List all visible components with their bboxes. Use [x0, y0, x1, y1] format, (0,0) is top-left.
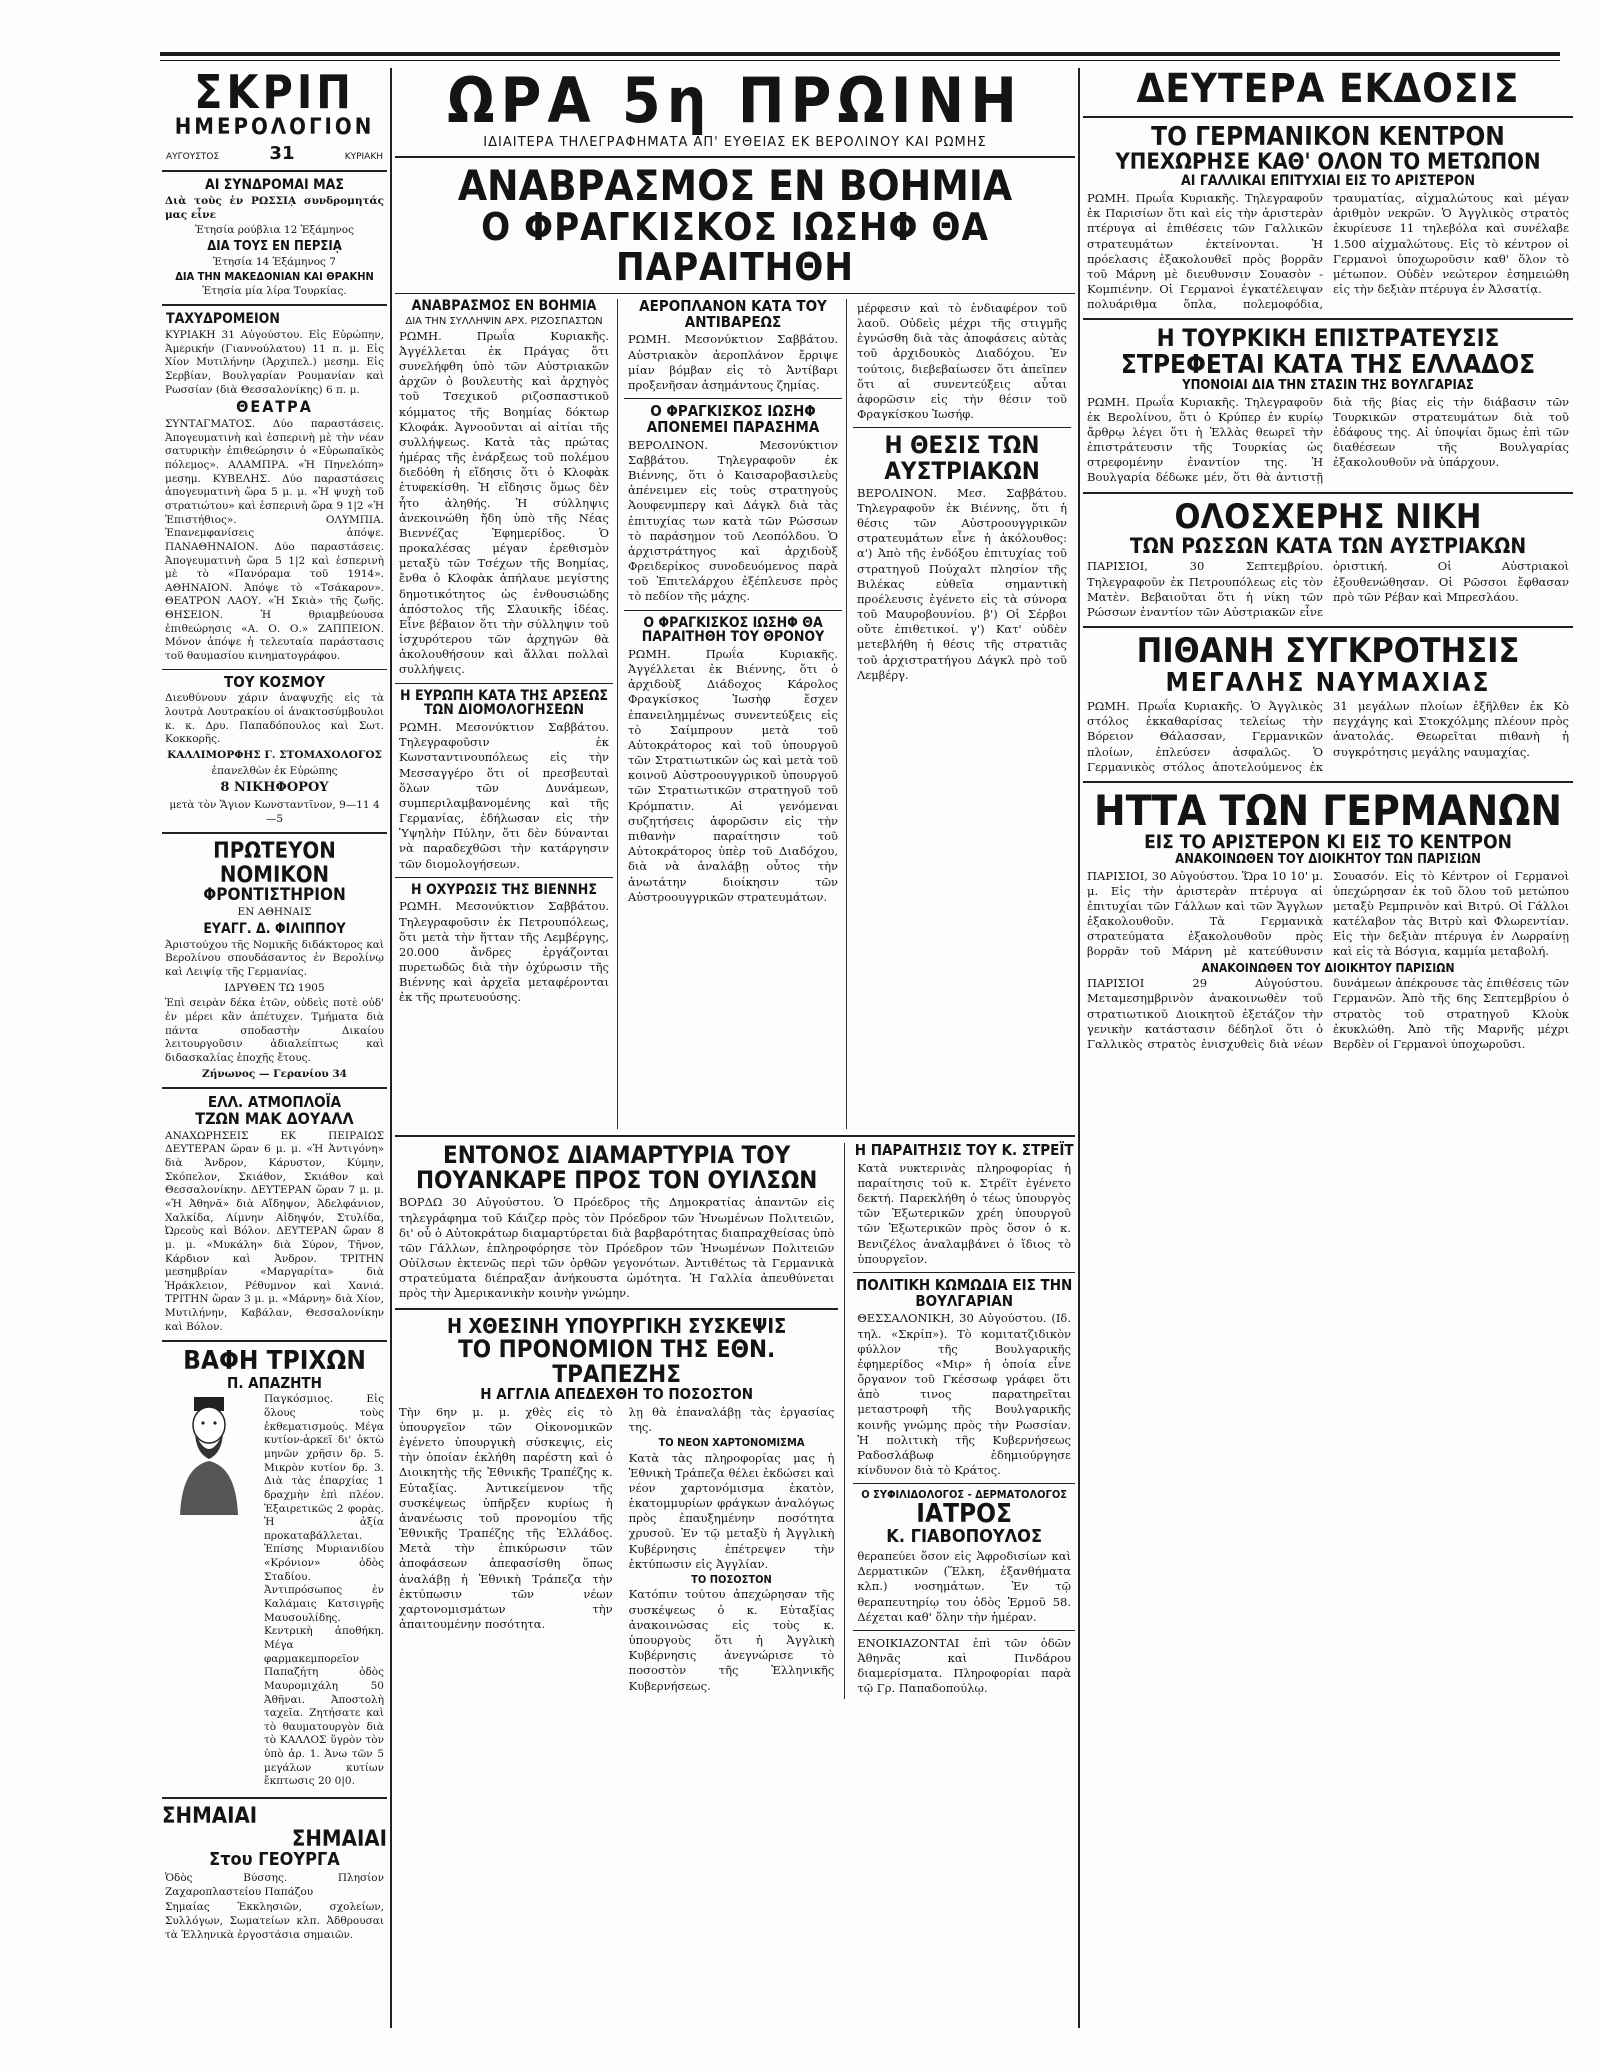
law-title-2: ΝΟΜΙΚΟΝ: [219, 862, 330, 888]
article-title: Η ΠΑΡΑΙΤΗΣΙΣ ΤΟΥ Κ. ΣΤΡΕΪΤ: [854, 1140, 1074, 1159]
divider: [395, 156, 1075, 158]
article-title: ΤΩΝ ΡΩΣΣΩΝ ΚΑΤΑ ΤΩΝ ΑΥΣΤΡΙΑΚΩΝ: [1129, 534, 1527, 559]
upper-articles: [395, 299, 1075, 1129]
classified-text: ΕΝΟΙΚΙΑΖΟΝΤΑΙ ἐπὶ τῶν ὁδῶν Ἀθηνᾶς καὶ Πινδάρου διαμερίσματα. Πληροφορίαι παρὰ τῷ Γρ. Παπαδοπούλῳ.: [857, 1635, 1071, 1696]
flags-address: Ὁδὸς Βύσσης. Πλησίον Ζαχαροπλαστείου Παπάζου: [165, 1872, 384, 1898]
article-text: ΠΑΡΙΣΙΟΙ, 30 Αὐγούστου. Ὥρα 10 10' μ. μ. Εἰς τὴν ἀριστερὰν πτέρυγα αἱ ἐπιτυχίαι τῶν Γάλλων καὶ τῶν Ἄγγλων ἐξακολουθοῦν. Τὰ Γερμανικὰ στρατεύματα ἐξακολουθοῦν πρὸς βορρᾶν τοῦ Μάρνη μὲ κατεύθυνσιν Σουασόν. Εἰς τὸ Κέντρον οἱ Γερμανοὶ ὑπεχώρησαν ἐκ τοῦ ὅλου τοῦ μετώπου μεταξὺ Ρεμπρινὸν καὶ Βιτρύ. Οἱ Γάλλοι κατέλαβον τὰς Βιτρὺ καὶ Φλωρεντίαν. Εἰς τὴν δεξιὰν πτέρυγα ἐν Λωρραίνῃ καὶ εἰς τὰ Βόσγια, καμμία μεταβολή.: [1087, 868, 1569, 959]
article-column: [853, 299, 1075, 1129]
article-title: Η ΤΟΥΡΚΙΚΗ ΕΠΙΣΤΡΑΤΕΥΣΙΣ: [1156, 324, 1500, 353]
article-column: [625, 1403, 839, 1696]
divider: [395, 293, 1075, 294]
divider: [1083, 626, 1573, 628]
law-title-3: ΦΡΟΝΤΙΣΤΗΡΙΟΝ: [203, 884, 346, 905]
theatre-title: ΘΕΑΤΡΑ: [236, 397, 313, 417]
second-edition-headline: ΔΕΥΤΕΡΑ ΕΚΔΟΣΙΣ: [1136, 68, 1520, 112]
article-text: ΒΕΡΟΛΙΝΟΝ. Μεσονύκτιον Σαββάτου. Τηλεγραφοῦν ἐκ Βιέννης, ὅτι ὁ Καισαροβασιλεὺς ἀπένειμεν εἰς τοὺς στρατηγοὺς Ἀουφενμπεργ καὶ Δάγκλ διὰ τὰς ἐπιτυχίας των κατὰ τῶν Ρώσσων τὸ παράσημον τοῦ Λεοπόλδου. Ὁ ἀρχιστράτηγος καὶ ἀρχιδοὺξ Φρειδερίκος συνοδευόμενος παρὰ τοῦ Ἐπιτελάρχου ἐξέπλευσε πρὸς τὸ πεδίον τῆς μάχης.: [628, 437, 838, 604]
article-text: ΡΩΜΗ. Μεσονύκτιον Σαββάτου. Τηλεγραφοῦσιν ἐκ Πετρουπόλεως, ὅτι μετὰ τὴν ἥτταν τῆς Λεμβέργης, 20.000 ἄνδρες ἐργάζονται πυρετωδῶς διὰ τὴν ὀχύρωσιν τῆς Βιέννης καὶ ἀρχεῖα μεταφέρονται ἐκ τῆς πρωτευούσης.: [399, 899, 609, 1005]
article-title: ΕΝΤΟΝΟΣ ΔΙΑΜΑΡΤΥΡΙΑ ΤΟΥ ΠΟΥΑΝΚΑΡΕ ΠΡΟΣ ΤΟΝ ΟΥΙΛΣΩΝ: [415, 1140, 818, 1195]
article-subtitle: ΔΙΑ ΤΗΝ ΣΥΛΛΗΨΙΝ ΑΡΧ. ΡΙΖΟΣΠΑΣΤΩΝ: [405, 315, 603, 327]
article-title: ΤΟ ΠΡΟΝΟΜΙΟΝ ΤΗΣ ΕΘΝ. ΤΡΑΠΕΖΗΣ: [458, 1334, 776, 1388]
article-text: Κατὰ νυκτερινὰς πληροφορίας ἡ παραίτησις τοῦ κ. Στρέϊτ ἐγένετο δεκτή. Παρεκλήθη ὁ τέως ὑπουργὸς τῶν Ἐξωτερικῶν χρέη ὑπουργοῦ τῶν Ἐξωτερικῶν πρὸς ὅσον ὁ κ. Βενιζέλος ἀναλαμβάνει ὁ ἴδιος τὸ ὑπουργεῖον.: [857, 1160, 1071, 1266]
dye-title: ΒΑΦΗ ΤΡΙΧΩΝ: [183, 1346, 366, 1377]
article-text: ΡΩΜΗ. Πρωΐα Κυριακῆς. Τηλεγραφοῦν ἐκ Βερολίνου, ὅτι ὁ Κρύπερ ἐν κυρίῳ ἄρθρῳ λέγει ὅτι ἡ Ἑλλὰς θεωρεῖ τὴν ἐπιστράτευσιν τῆς Τουρκίας ὡς στρεφομένην ἐναντίον της. Ἡ Βουλγαρία δέδωκε μέν, ὅτι θὰ ἀντιστῇ διὰ τῆς βίας εἰς τὴν διάβασιν τῶν Τουρκικῶν στρατευμάτων διὰ τοῦ ἐδάφους της. Αἱ ὑποψίαι ὅμως ἐπὶ τῶν διαθέσεων τῆς Βουλγαρίας ἐξακολουθοῦν νὰ ὑπάρχουν.: [1087, 394, 1569, 485]
dye-ad: [162, 1391, 387, 1791]
ad-title-2: ΙΑΤΡΟΣ: [916, 1498, 1013, 1529]
franz-headline: Ο ΦΡΑΓΚΙΣΚΟΣ ΙΩΣΗΦ ΘΑ ΠΑΡΑΙΤΗΘΗ: [481, 205, 989, 290]
divider: [162, 1340, 387, 1342]
article-text: ΡΩΜΗ. Πρωΐα Κυριακῆς. Ἀγγέλλεται ἐκ Βιέννης, ὅτι ὁ ἀρχιδοὺξ Διάδοχος Κάρολος Φραγκίσκος Ἰωσὴφ ἔσχεν ἐπανειλημμένως συνεντεύξεις εἰς τὸ Σαίμπρουν μετὰ τοῦ Αὐτοκράτορος καὶ τοῦ ὑπουργοῦ τῶν Στρατιωτικῶν ὡς καὶ μετὰ τοῦ κοινοῦ Αὐστροουγγρικοῦ ὑπουργοῦ τῶν Στρατιωτικῶν στρατηγοῦ τοῦ Κρόμπατιν. Αἱ γενόμεναι συζητήσεις ἀφορῶσιν εἰς τὴν πιθανὴν παραίτησιν τοῦ Αὐτοκράτορος ὑπὲρ τοῦ Διαδόχου, διὰ νὰ ἀναλάβῃ οὗτος τὴν ἀνωτάτην διοίκησιν τῶν Αὐστροουγγρικῶν στρατευμάτων.: [628, 646, 838, 904]
article-text: ΡΩΜΗ. Πρωΐα Κυριακῆς. Ἀγγέλλεται ἐκ Πράγας ὅτι συνελήφθη ὑπὸ τῶν Αὐστριακῶν ἀρχῶν ὁ βουλευτὴς καὶ ἀρχηγὸς τοῦ Τσεχικοῦ ριζοσπαστικοῦ κόμματος τῆς Βοημίας δόκτωρ Κλοφάκ. Ἀγνοοῦνται αἱ αἰτίαι τῆς συλλήψεως. Κατὰ τὰς πρώτας ἡμέρας τῆς ἐνάρξεως τοῦ πολέμου διεδόθη ἡ εἴδησις ὅτι ὁ Κλοφὰκ ἐτυφεκίσθη. Ἡ εἴδησις ὅμως δὲν ἦτο ἀληθής. Ἡ σύλληψις ἀνεκοινώθη ἤδη ὑπὸ τῆς Νέας Βιεννέζας Ἐφημερίδος. Ὁ προκαλέσας μέγαν ἐρεθισμὸν μεταξὺ τῶν Τσέχων τῆς Βοημίας, ἔνθα ὁ Κλοφὰκ ἀπήλαυε μεγίστης δημοτικότητος ὡς ἐνθουσιώδης ἀπόστολος τῆς Σλαυικῆς ἰδέας. Εἶνε βέβαιον ὅτι τὴν σύλληψιν τοῦ ἰσχυρότερου τῶν ἀρχηγῶν θὰ ἀκολουθήσουν καὶ ἄλλαι πολλαὶ συλλήψεις.: [399, 328, 609, 677]
law-title: ΠΡΩΤΕΥΟΝ: [213, 839, 336, 865]
divider: [162, 1087, 387, 1089]
subs-macedonia: ΔΙΑ ΤΗΝ ΜΑΚΕΔΟΝΙΑΝ ΚΑΙ ΘΡΑΚΗΝ: [175, 270, 374, 284]
article-column: [624, 299, 847, 1129]
divider: [162, 669, 387, 670]
article-title: ΠΙΘΑΝΗ ΣΥΓΚΡΟΤΗΣΙΣ: [1136, 631, 1520, 672]
subs-russia-price: Ἐτησία ρούβλια 12 Ἑξάμηνος: [194, 224, 355, 237]
top-rule: [160, 52, 1560, 56]
flags-title-2: ΣΗΜΑΙΑΙ: [291, 1827, 387, 1853]
subs-persia-price: Ἐτησία 14 Ἑξάμηνος 7: [213, 255, 336, 268]
left-column: [162, 68, 387, 2028]
world-ad-name: ΚΑΛΛΙΜΟΡΦΗΣ Γ. ΣΤΟΜΑΧΟΛΟΓΟΣ: [167, 749, 382, 761]
divider: [395, 683, 613, 684]
divider: [853, 1483, 1075, 1484]
article-subtitle: ΤΟ ΠΟΣΟΣΤΟΝ: [691, 1572, 772, 1586]
subs-persia: ΔΙΑ ΤΟΥΣ ΕΝ ΠΕΡΣΙᾼ: [207, 239, 342, 254]
article-text: ΒΕΡΟΛΙΝΟΝ. Μεσ. Σαββάτου. Τηλεγραφοῦν ἐκ Βιέννης, ὅτι ἡ θέσις τῶν Αὐστροουγγρικῶν στρατευμάτων εἶνε ἡ ἀκόλουθος: α') Ἀπὸ τῆς ἐνδόξου ἐπιτυχίας τοῦ στρατηγοῦ Πούχαλτ πλησίον τῆς Βιλέκας εὐθεῖα σημαντικὴ προέλευσις ἐγένετο εἰς τὰ σύνορα τοῦ Μαυροβουνίου. β') Οἱ Σέρβοι οὔτε ἐπιθετικοί. γ') Κατ' οὐδὲν μετεβλήθη ἡ θέσις τῆς στρατιᾶς τοῦ ἀρχιστρατήγου Δάγκλ πρὸ τοῦ Λεμβέργ.: [857, 485, 1067, 682]
world-ad-hours: μετὰ τὸν Ἅγιον Κωνσταντῖνον, 9—11 4—5: [169, 799, 380, 825]
divider: [1083, 116, 1573, 118]
ships-text: ΑΝΑΧΩΡΗΣΕΙΣ ΕΚ ΠΕΙΡΑΙΩΣ ΔΕΥΤΕΡΑΝ ὥραν 6 μ. μ. «Ἡ Ἀντιγόνη» διὰ Ἀνδρον, Κάρυστον, Κύμην, Σκόπελον, Σκιάθον, Σκιάθον καὶ Θεσσαλονίκην. ΔΕΥΤΕΡΑΝ ὥραν 7 μ. μ. «Ἡ Ἀθηνᾶ» διὰ Αἴδηψον, Ἀδελφάνιον, Χαλκίδα, Λίμνην Αἰδηψόν, Στυλίδα, Ὠρεοὺς καὶ Βόλον. ΔΕΥΤΕΡΑΝ ὥραν 8 μ. μ. «Μυκάλη» διὰ Σύρον, Τῆνον, Κάρδιον καὶ Ἀνδρον. ΤΡΙΤΗΝ μεσημβρίαν «Μαργαρίτα» διὰ Ἡράκλειον, Ρέθυμνον καὶ Χανιά. ΤΡΙΤΗΝ ὥραν 3 μ. μ. «Μάρνη» διὰ Χίον, Μυτιλήνην, Καβάλαν, Θεσσαλονίκην καὶ Βόλον.: [165, 1129, 384, 1333]
dye-name: Π. ΑΠΑΖΗΤΗ: [227, 1373, 322, 1392]
divider: [853, 1272, 1075, 1273]
article-text: ΘΕΣΣΑΛΟΝΙΚΗ, 30 Αὐγούστου. (Ιδ. τηλ. «Σκρίπ»). Τὸ κομιτατζιδικὸν φύλλον τῆς Βουλγαρικῆς ἐφημερίδος «Μιρ» ἡ ὁποία εἶνε ὄργανον τοῦ Γκέσσωφ γράφει ὅτι ἀπὸ τινος παρατηρεῖται μεταστροφὴ τῆς Βουλγαρικῆς κοινῆς γνώμης πρὸς τὴν Ρωσσίαν. Ἡ πολιτικὴ τῆς Κυβερνήσεως Ραδοσλάβωφ ἐδημιούργησε κίνδυνον διὰ τὸ Κράτος.: [857, 1311, 1071, 1478]
bohemia-headline: ΑΝΑΒΡΑΣΜΟΣ ΕΝ ΒΟΗΜΙΑ: [457, 161, 1013, 211]
flags-title: ΣΗΜΑΙΑΙ: [162, 1804, 258, 1829]
flags-text: Σημαίας Ἐκκλησιῶν, σχολείων, Συλλόγων, Σωματείων κλπ. Ἀδθρουσαι τὰ Ἐλληνικὰ ἐργοστάσια σημαιῶν.: [165, 1901, 384, 1941]
top-rule-thin: [160, 60, 1560, 61]
article-subtitle: ΑΝΑΚΟΙΝΩΘΕΝ ΤΟΥ ΔΙΟΙΚΗΤΟΥ ΤΩΝ ΠΑΡΙΣΙΩΝ: [1175, 851, 1481, 867]
article-body: [395, 1403, 838, 1696]
divider: [853, 427, 1071, 428]
law-address: Ζήνωνος — Γερανίου 34: [202, 1067, 347, 1080]
main-subline: ΙΔΙΑΙΤΕΡΑ ΤΗΛΕΓΡΑΦΗΜΑΤΑ ΑΠ' ΕΥΘΕΙΑΣ ΕΚ ΒΕΡΟΛΙΝΟΥ ΚΑΙ ΡΩΜΗΣ: [483, 135, 987, 151]
article-title: ΤΟ ΓΕΡΜΑΝΙΚΟΝ ΚΕΝΤΡΟΝ: [1151, 122, 1505, 152]
article-text: Κατόπιν τούτου ἀπεχώρησαν τῆς συσκέψεως ὁ κ. Εὐταξίας ἀνακοινώσας εἰς τοὺς κ. ὑπουργοὺς ὅτι ἡ Ἀγγλικὴ Κυβέρνησις ἀνεγνώρισε τὸ ποσοστὸν τῆς Ἑλληνικῆς Κυβερνήσεως.: [628, 1587, 835, 1693]
ships-title-2: ΤΖΩΝ ΜΑΚ ΔΟΥΑΛΛ: [195, 1108, 354, 1128]
article-title: ΜΕΓΑΛΗΣ ΝΑΥΜΑΧΙΑΣ: [1165, 667, 1491, 698]
world-text: Διευθύνουν χάριν ἀναψυχῆς εἰς τὰ λουτρὰ Λουτρακίου οἱ ἀνακτοσύμβουλοι κ. κ. Δρυ. Παπαδόπουλος καὶ Σωτ. Κοκκορῆς.: [165, 692, 384, 746]
article-subtitle: ΑΝΑΚΟΙΝΩΘΕΝ ΤΟΥ ΔΙΟΙΚΗΤΟΥ ΠΑΡΙΣΙΩΝ: [1201, 960, 1455, 975]
theatre-text: ΣΥΝΤΑΓΜΑΤΟΣ. Δύο παραστάσεις. Ἀπογευματινὴ καὶ ἑσπερινὴ μὲ τὴν νέαν σατυρικὴν ἐπιθεώρησιν ὁ «Εὐρωπαϊκὸς πόλεμος». ΑΛΑΜΠΡΑ. «Ἡ Πηνελόπη» μεσημ. ΚΥΒΕΛΗΣ. Δύο παραστάσεις ἀπογευματινὴ ὥρα 5 μ. μ. «Ἡ ψυχὴ τοῦ στρατιώτου» καὶ ἑσπερινὴ ὥρα 9 1|2 «Ἡ Ἐπιστήθιος». ΟΛΥΜΠΙΑ. Ἐπανεμφανίσεις ἀπόψε. ΠΑΝΑΘΗΝΑΙΟΝ. Δύο παραστάσεις. Ἀπογευματινὴ ὥρα 5 1|2 καὶ ἑσπερινὴ μὲ τὸ «Πανόραμα τοῦ 1914». ΑΘΗΝΑΙΟΝ. Ἀπόψε τὸ «Τσάκαρον». ΘΕΑΤΡΟΝ ΛΑΟΥ. «Ἡ Σκιὰ» τῆς ζωῆς. ΘΗΣΕΙΟΝ. Ἡ θριαμβεύουσα ἐπιθεώρησις «Α. Ο. Ο.» ΖΑΠΠΕΙΟΝ. Μόνον ἀπόψε ἡ τελευταία παράστασις τοῦ θαυμασίου κινηματογράφου.: [165, 418, 384, 663]
ad-name: Κ. ΓΙΑΒΟΠΟΥΛΟΣ: [886, 1526, 1043, 1548]
article-subtitle: ΑΙ ΓΑΛΛΙΚΑΙ ΕΠΙΤΥΧΙΑΙ ΕΙΣ ΤΟ ΑΡΙΣΤΕΡΟΝ: [1181, 173, 1475, 190]
law-place: ΕΝ ΑΘΗΝΑΙΣ: [237, 906, 312, 919]
law-name: ΕΥΑΓΓ. Δ. ΦΙΛΙΠΠΟΥ: [203, 921, 346, 938]
date-weekday: ΚΥΡΙΑΚΗ: [344, 152, 383, 163]
article-title: Η ΘΕΣΙΣ ΤΩΝ ΑΥΣΤΡΙΑΚΩΝ: [884, 431, 1040, 485]
divider: [395, 877, 613, 878]
center-column: [395, 68, 1075, 2028]
portrait-illustration: [162, 1395, 257, 1515]
article-title: Ο ΦΡΑΓΚΙΣΚΟΣ ΙΩΣΗΦ ΘΑ ΠΑΡΑΙΤΗΘΗ ΤΟΥ ΘΡΟΝΟΥ: [641, 614, 825, 646]
calendar-label: ΗΜΕΡΟΛΟΓΙΟΝ: [174, 115, 375, 141]
article-title: ΠΟΛΙΤΙΚΗ ΚΩΜΩΔΙΑ ΕΙΣ ΤΗΝ ΒΟΥΛΓΑΡΙΑΝ: [856, 1275, 1073, 1310]
world-title: ΤΟΥ ΚΟΣΜΟΥ: [224, 672, 325, 691]
flags-name: Στου ΓΕΟΥΡΓΑ: [209, 1849, 340, 1871]
subs-title: ΑΙ ΣΥΝΔΡΟΜΑΙ ΜΑΣ: [204, 177, 344, 194]
right-column: [1083, 68, 1573, 2028]
article-text: ΠΑΡΙΣΙΟΙ 29 Αὐγούστου. Μεταμεσημβρινὸν ἀνακοινωθὲν τοῦ στρατιωτικοῦ Διοικητοῦ ἐξετάζον τὴν γενικὴν κατάστασιν δέδηλοῖ ὅτι ὁ Γαλλικὸς στρατὸς ἐνισχυθεὶς διὰ νέων δυνάμεων ἀπέκρουσε τὰς ἐπιθέσεις τῶν Γερμανῶν. Ἀπὸ τῆς 6ης Σεπτεμβρίου ὁ στρατὸς τοῦ στρατηγοῦ Κλοὺκ ἐκυκλώθη. Ἀπὸ τῆς Μαρνῆς μέχρι Βερδὲν οἱ Γερμανοὶ ὑποχωροῦσι.: [1087, 976, 1569, 1051]
ships-title: ΕΛΛ. ΑΤΜΟΠΛΟΪΑ: [207, 1093, 342, 1112]
article-subtitle: ΤΟ ΝΕΟΝ ΧΑΡΤΟΝΟΜΙΣΜΑ: [658, 1436, 805, 1450]
masthead-title: ΣΚΡΙΠ: [194, 68, 355, 119]
article-title: ΑΝΑΒΡΑΣΜΟΣ ΕΝ ΒΟΗΜΙΑ: [411, 298, 597, 314]
date-line: [166, 143, 383, 164]
article-text: Τὴν 6ην μ. μ. χθὲς εἰς τὸ ὑπουργεῖον τῶν Οἰκονομικῶν ἐγένετο ὑπουργικὴ σύσκεψις, εἰς τὴν ὁποίαν ἐκλήθη παρέστη καὶ ὁ Διοικητὴς τῆς Ἐθνικῆς Τραπέζης κ. Εὐταξίας. Ἀντικείμενον τῆς συσκέψεως ὑπῆρξεν κυρίως ἡ ἀνανέωσις τοῦ προνομίου τῆς Ἐθνικῆς Τραπέζης τῆς Ἑλλάδος. Μετὰ τὴν ἐπικύρωσιν τῶν ἀποφάσεων ἀπεφασίσθη ὅπως ἀναλάβῃ ἡ Ἐθνικὴ Τράπεζα τὴν ἐκτύπωσιν τῶν νέων χαρτονομισμάτων τὴν ἀπαιτουμένην ποσότητα.: [399, 1404, 613, 1632]
article-text: ΡΩΜΗ. Μεσονύκτιον Σαββάτου. Τηλεγραφοῦσιν ἐκ Κωνσταντινουπόλεως εἰς τὴν Μεσσαγγέρο ὅτι οἱ πρεσβευταὶ ὅλων τῶν Δυνάμεων, συμπεριλαμβανομένης καὶ τῆς Γερμανίας, ἐδήλωσαν εἰς τὴν Ὑψηλὴν Πύλην, ὅτι δὲν δύνανται νὰ παραδεχθῶσι τὴν κατάργησιν τῶν διομολογήσεων.: [399, 719, 609, 871]
divider: [162, 304, 387, 306]
ad-title: Ο ΣΥΦΙΛΙΔΟΛΟΓΟΣ - ΔΕΡΜΑΤΟΛΟΓΟΣ: [861, 1488, 1068, 1502]
article-column: [395, 299, 618, 1129]
subs-macedonia-price: Ἐτησία μία λίρα Τουρκίας.: [202, 284, 347, 297]
article-title: Η ΕΥΡΩΠΗ ΚΑΤΑ ΤΗΣ ΑΡΣΕΩΣ ΤΩΝ ΔΙΟΜΟΛΟΓΗΣΕΩΝ: [400, 687, 608, 719]
divider: [1083, 318, 1573, 320]
divider: [395, 1135, 1075, 1137]
article-text: ΒΟΡΔΩ 30 Αὐγούστου. Ὁ Πρόεδρος τῆς Δημοκρατίας ἀπαντῶν εἰς τηλεγράφημα τοῦ Κάιζερ πρὸς τὸν Πρόεδρον τῶν Ἡνωμένων Πολιτειῶν, δι' οὗ ὁ Αὐτοκράτωρ διαμαρτύρεται διὰ βαρβαρότητας διαπραχθείσας ὑπὸ τῶν Γάλλων, ἐπληροφόρησε τὸν Πρόεδρον τῶν Ἡνωμένων Πολιτειῶν Οὐίλσων ἐκτενῶς περὶ τῶν ὀρθῶν γεγονότων. Ἀντιθέτως τὰ Γερμανικὰ στρατεύματα διέπραξαν ἀνήκουστα ὠμότητα. Ἡ Γαλλία ἀπευθύνεται πρὸς τὴν Ἀμερικανικὴν κοινὴν γνώμην.: [399, 1195, 835, 1301]
column-rule: [1078, 68, 1080, 2028]
date-month: ΑΥΓΟΥΣΤΟΣ: [166, 152, 220, 163]
law-founded: ΙΔΡΥΘΕΝ ΤΩ 1905: [224, 981, 325, 994]
article-title: Ο ΦΡΑΓΚΙΣΚΟΣ ΙΩΣΗΦ ΑΠΟΝΕΜΕΙ ΠΑΡΑΣΗΜΑ: [646, 402, 820, 436]
world-ad-address: 8 ΝΙΚΗΦΟΡΟΥ: [220, 780, 329, 796]
article-title: ΕΙΣ ΤΟ ΑΡΙΣΤΕΡΟΝ ΚΙ ΕΙΣ ΤΟ ΚΕΝΤΡΟΝ: [1144, 830, 1512, 853]
article-text: λῃ θὰ ἐπαναλάβῃ τὰς ἐργασίας της.: [628, 1404, 835, 1434]
article-text: ΡΩΜΗ. Μεσονύκτιον Σαββάτου. Αὐστριακὸν ἀεροπλάνον ἔρριψε μίαν βόμβαν εἰς τὸ Ἀντίβαρι προξενῆσαν ἀσημάντους ζημίας.: [628, 332, 838, 392]
subs-russia: Διὰ τοὺς ἐν ΡΩΣΣΙᾼ συνδρομητάς μας εἶνε: [165, 195, 384, 221]
article-title: Η ΧΘΕΣΙΝΗ ΥΠΟΥΡΓΙΚΗ ΣΥΣΚΕΨΙΣ: [447, 1313, 787, 1338]
article-title: ΗΤΤΑ ΤΩΝ ΓΕΡΜΑΝΩΝ: [1093, 785, 1563, 835]
ad-text: θεραπεύει ὅσον εἰς Ἀφροδισίων καὶ Δερματικῶν (Ἕλκη, ἐξανθήματα κλπ.) νοσημάτων. Ἐν τῷ θεραπευτηρίῳ του ὁδὸς Ἐρμοῦ 58. Δέχεται καθ' ὅλην τὴν ἡμέραν.: [857, 1549, 1071, 1624]
divider: [1083, 492, 1573, 494]
article-text: ΡΩΜΗ. Πρωΐα Κυριακῆς. Ὁ Ἀγγλικὸς στόλος ἐκκαθαρίσας τελείως τὴν Βόρειον Θάλασσαν, Γερμανικῶν πλοίων, ἐπλεύσεν ἀσφαλῶς. Ὁ Γερμανικὸς στόλος ἀποτελούμενος ἐκ 31 μεγάλων πλοίων ἐξῆλθεν ἐκ Κὸ πεγχάγης καὶ Στοκχόλμης πλέουν πρὸς ἀνατολάς. Θεωρεῖται πιθανὴ ἡ συγκρότησις μεγάλης ναυμαχίας.: [1087, 699, 1569, 774]
dye-text: Παγκόσμιος. Εἰς ὅλους τοὺς ἐκθεματισμούς. Μέγα κυτίον-ἀρκεῖ δι' ὀκτὼ μηνῶν χρῆσιν δρ. 5. Μικρὸν κυτίον δρ. 3. Διὰ τὰς ἐπαρχίας 1 δραχμὴν ἐπὶ πλέον. Ἐξαιρετικῶς 2 φορὰς. Ἡ ἀξία προκαταβάλλεται. Ἐπίσης Μυριανιδίου «Κρόνιον» ὁδὸς Σταδίου. Ἀντιπρόσωπος ἐν Καλάμαις Κατσιγρῆς Μαυσουλίδης. Κεντρικὴ ἀποθήκη. Μέγα φαρμακεμπορεῖον Παπαζήτη ὁδὸς Μαυρομιχάλη 50 Ἀθῆναι. Ἀποστολὴ ταχεῖα. Ζητήσατε καὶ τὸ θαυματουργὸν διὰ τὸ ΚΑΛΛΟΣ ὕγρὸν τὸν ὑπὸ ἀρ. 1. Ἀνω τῶν 5 μεγάλων κυτίων ἔκπτωσις 20 0|0.: [264, 1393, 384, 1788]
law-text-2: Ἐπὶ σειρὰν δέκα ἐτῶν, οὐδεὶς ποτὲ οὐδ' ἐν μέρει κἂν ἀπέτυχεν. Τμήματα διὰ πάντα σποδαστὴν Δικαίου λειτουργοῦσιν ἀδιαλείπτως καὶ διδασκαλίας ἐποχῆς ἔτους.: [165, 997, 384, 1064]
article-text: ΡΩΜΗ. Πρωΐα Κυριακῆς. Τηλεγραφοῦν ἐκ Παρισίων ὅτι καὶ εἰς τὴν ἀριστερὰν πτέρυγα αἱ ἐπιθέσεις τῶν Γαλλικῶν στρατευμάτων ἐκτείνονται. Ἡ πρόελασις ἐξακολουθεῖ πρὸς βορρᾶν τοῦ Μάρνη μὲ διευθυνσιν Σουασὸν - Κομπιένην. Οἱ Γερμανοὶ ἐγκατέλειψαν πολυάριθμα ὅπλα, πολεμοφόδια, τραυματίας, αἰχμαλώτους καὶ μέγαν ἀριθμὸν νεκρῶν. Ὁ Ἀγγλικὸς στρατὸς ἐκυρίευσε 11 τηλεβόλα καὶ συνέλαβε 1.500 αἰχμαλώτους. Εἰς τὸ κέντρον οἱ Γερμανοὶ ὑποχωροῦσιν καθ' ὅλον τὸ μέτωπον. Οὐδὲν νεώτερον ἐσημειώθη εἰς τὴν δεξιὰν πτέρυγα ἐν Ἀλσατίᾳ.: [1087, 191, 1569, 312]
divider: [624, 610, 842, 611]
article-text: Κατὰ τὰς πληροφορίας μας ἡ Ἐθνικὴ Τράπεζα θέλει ἐκδώσει καὶ νέον χαρτονόμισμα ἑκατὸν, ἑκατομμυρίων φράγκων ἀναλόγως πρὸς ἐπαυξημένην ποσότητα χρυσοῦ. Ἐν τῷ μεταξὺ ἡ Ἀγγλικὴ Κυβέρνησις ἐπέτρεψεν τὴν ἐκτύπωσιν εἰς Ἀγγλίαν.: [628, 1450, 835, 1571]
article-title: ΑΕΡΟΠΛΑΝΟΝ ΚΑΤΑ ΤΟΥ ΑΝΤΙΒΑΡΕΩΣ: [639, 298, 827, 331]
article-text: ΠΑΡΙΣΙΟΙ, 30 Σεπτεμβρίου. Τηλεγραφοῦν ἐκ Πετρουπόλεως εἰς τὸν Ματὲν. Βεβαιοῦται ὅτι ἡ νίκη τῶν Ρώσσων ἐναντίον τῶν Αὐστριακῶν εἶνε ὁριστική. Οἱ Αὐστριακοὶ ἐξουθενώθησαν. Οἱ Ρῶσσοι ἔφθασαν πρὸ τῶν Ρέβαν καὶ Μπρεσλάου.: [1087, 559, 1569, 619]
post-title: ΤΑΧΥΔΡΟΜΕΙΟΝ: [166, 311, 280, 328]
law-text: Ἀριστούχου τῆς Νομικῆς διδάκτορος καὶ Βερολίνου σπουδάσαντος ἐν Βερολίνῳ καὶ Λειψίᾳ τῆς Γερμανίας.: [165, 938, 384, 979]
article-title: ΟΛΟΣΧΕΡΗΣ ΝΙΚΗ: [1174, 496, 1482, 537]
divider: [162, 832, 387, 834]
divider: [853, 1630, 1075, 1631]
date-day: 31: [269, 143, 295, 165]
article-subtitle: ΥΠΟΝΟΙΑΙ ΔΙΑ ΤΗΝ ΣΤΑΣΙΝ ΤΗΣ ΒΟΥΛΓΑΡΙΑΣ: [1182, 377, 1474, 393]
lower-section: [395, 1140, 1075, 1699]
divider: [624, 398, 842, 399]
column-rule: [390, 68, 392, 2028]
lower-side: [853, 1140, 1075, 1699]
divider: [162, 170, 387, 172]
article-subtitle: Η ΑΓΓΛΙΑ ΑΠΕΔΕΧΘΗ ΤΟ ΠΟΣΟΣΤΟΝ: [480, 1384, 754, 1403]
divider: [1083, 781, 1573, 783]
divider: [395, 1308, 838, 1310]
world-ad-note: ἐπανελθὼν ἐκ Εὐρώπης: [211, 764, 338, 777]
divider: [162, 1797, 387, 1799]
article-title: ΣΤΡΕΦΕΤΑΙ ΚΑΤΑ ΤΗΣ ΕΛΛΑΔΟΣ: [1120, 349, 1536, 380]
main-headline: ΩΡΑ 5η ΠΡΩΙΝΗ: [447, 68, 1023, 137]
lower-main: [395, 1140, 845, 1699]
article-title: Η ΟΧΥΡΩΣΙΣ ΤΗΣ ΒΙΕΝΝΗΣ: [411, 881, 597, 898]
article-text: μέρφεσιν καὶ τὸ ἐνδιαφέρον τοῦ λαοῦ. Οὐδεὶς μέχρι τῆς στιγμῆς ἐγνώσθη διὰ τὰς ἀποφάσεις αὐτὰς τοῦ ἀρχιδουκὸς Διαδόχου. Ἐν τούτοις, διεβεβαίωσεν ὅτι ἀπεῖπεν ὅτι αἱ συνεντεύξεις αὗται ἀφορῶσιν εἰς τὴν θέσιν τοῦ Φραγκίσκου Ἰωσήφ.: [857, 300, 1067, 422]
article-title: ΥΠΕΧΩΡΗΣΕ ΚΑΘ' ΟΛΟΝ ΤΟ ΜΕΤΩΠΟΝ: [1115, 150, 1541, 176]
post-text: ΚΥΡΙΑΚΗ 31 Αὐγούστου. Εἰς Εὐρώπην, Ἀμερικήν (Γιαννούλατου) 11 π. μ. Εἰς Χίον Μυτιλήνην (Ἀρχιπελ.) μεσημ. Εἰς Σερβίαν, Βουλγαρίαν Ρουμανίαν καὶ Ρωσσίαν (διὰ Θεσσαλονίκης) 6 π. μ.: [165, 329, 384, 396]
